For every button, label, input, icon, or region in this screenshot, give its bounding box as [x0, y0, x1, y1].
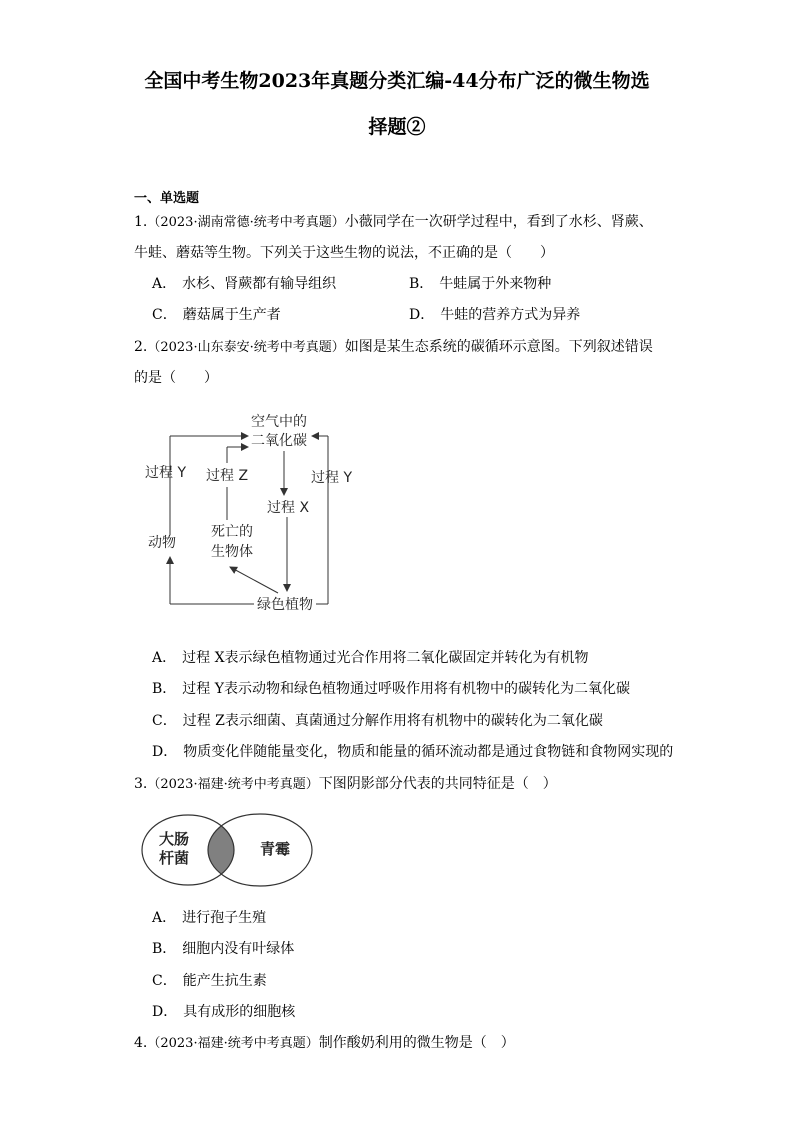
- q1-option-a: A． 水杉、肾蕨都有输导组织: [152, 276, 337, 292]
- page-title-line2: 择题②: [368, 116, 426, 138]
- q2-option-b: B． 过程 Y表示动物和绿色植物通过呼吸作用将有机物中的碳转化为二氧化碳: [152, 681, 630, 697]
- question-number: 1.: [134, 214, 148, 230]
- carbon-cycle-diagram: [130, 405, 370, 620]
- green-plants-label: 绿色植物: [257, 597, 313, 613]
- question-3-stem-line1: [134, 774, 557, 795]
- question-number: 3.: [134, 776, 148, 792]
- venn-diagram: [140, 812, 315, 888]
- question-text: 小薇同学在一次研学过程中，看到了水杉、肾蕨、: [344, 214, 653, 230]
- section-heading: 一、单选题: [134, 191, 200, 206]
- q2-option-a: A． 过程 X表示绿色植物通过光合作用将二氧化碳固定并转化为有机物: [152, 650, 589, 666]
- process-y-right: 过程 Y: [311, 470, 353, 486]
- question-source: （2023·山东泰安·统考中考真题）: [147, 340, 345, 355]
- question-1-stem-line2: 牛蛙、蘑菇等生物。下列关于这些生物的说法，不正确的是（ ）: [134, 245, 554, 261]
- question-number: 4.: [134, 1035, 148, 1051]
- venn-left-label-line1: 大肠: [158, 830, 190, 848]
- q1-option-c: C． 蘑菇属于生产者: [152, 307, 281, 323]
- page-title-line1: 全国中考生物2023年真题分类汇编-44分布广泛的微生物选: [144, 70, 650, 92]
- question-text: 如图是某生态系统的碳循环示意图。下列叙述错误: [344, 339, 653, 355]
- q3-option-d: D． 具有成形的细胞核: [152, 1004, 296, 1020]
- q3-option-b: B． 细胞内没有叶绿体: [152, 941, 295, 957]
- dead-organisms-line1: 死亡的: [211, 524, 253, 540]
- question-source: （2023·湖南常德·统考中考真题）: [147, 215, 345, 230]
- question-2-stem-line2: 的是（ ）: [134, 370, 218, 386]
- question-source: （2023·福建·统考中考真题）: [147, 777, 319, 792]
- q3-option-c: C． 能产生抗生素: [152, 973, 267, 989]
- question-source: （2023·福建·统考中考真题）: [147, 1036, 319, 1051]
- q2-option-c: C． 过程 Z表示细菌、真菌通过分解作用将有机物中的碳转化为二氧化碳: [152, 713, 603, 729]
- q2-option-d: D． 物质变化伴随能量变化，物质和能量的循环流动都是通过食物链和食物网实现的: [152, 744, 674, 760]
- question-text: 下图阴影部分代表的共同特征是（ ）: [318, 776, 557, 792]
- process-y-left: 过程 Y: [145, 465, 187, 481]
- process-z: 过程 Z: [206, 468, 249, 484]
- air-label-line2: 二氧化碳: [251, 433, 307, 449]
- question-4-stem-line1: [134, 1033, 515, 1054]
- question-2-stem-line1: [134, 337, 653, 358]
- animals-label: 动物: [148, 535, 176, 551]
- question-1-stem-line1: [134, 212, 653, 233]
- question-text: 制作酸奶利用的微生物是（ ）: [318, 1035, 515, 1051]
- q1-option-b: B． 牛蛙属于外来物种: [409, 276, 552, 292]
- process-x: 过程 X: [267, 500, 310, 516]
- arrow-plants-to-dead: [230, 567, 278, 593]
- q3-option-a: A． 进行孢子生殖: [152, 910, 267, 926]
- venn-right-label: 青霉: [259, 840, 291, 858]
- q1-option-d: D． 牛蛙的营养方式为异养: [409, 307, 581, 323]
- dead-organisms-line2: 生物体: [211, 544, 253, 560]
- question-number: 2.: [134, 339, 148, 355]
- air-label-line1: 空气中的: [251, 414, 307, 430]
- venn-left-label-line2: 杆菌: [158, 849, 190, 867]
